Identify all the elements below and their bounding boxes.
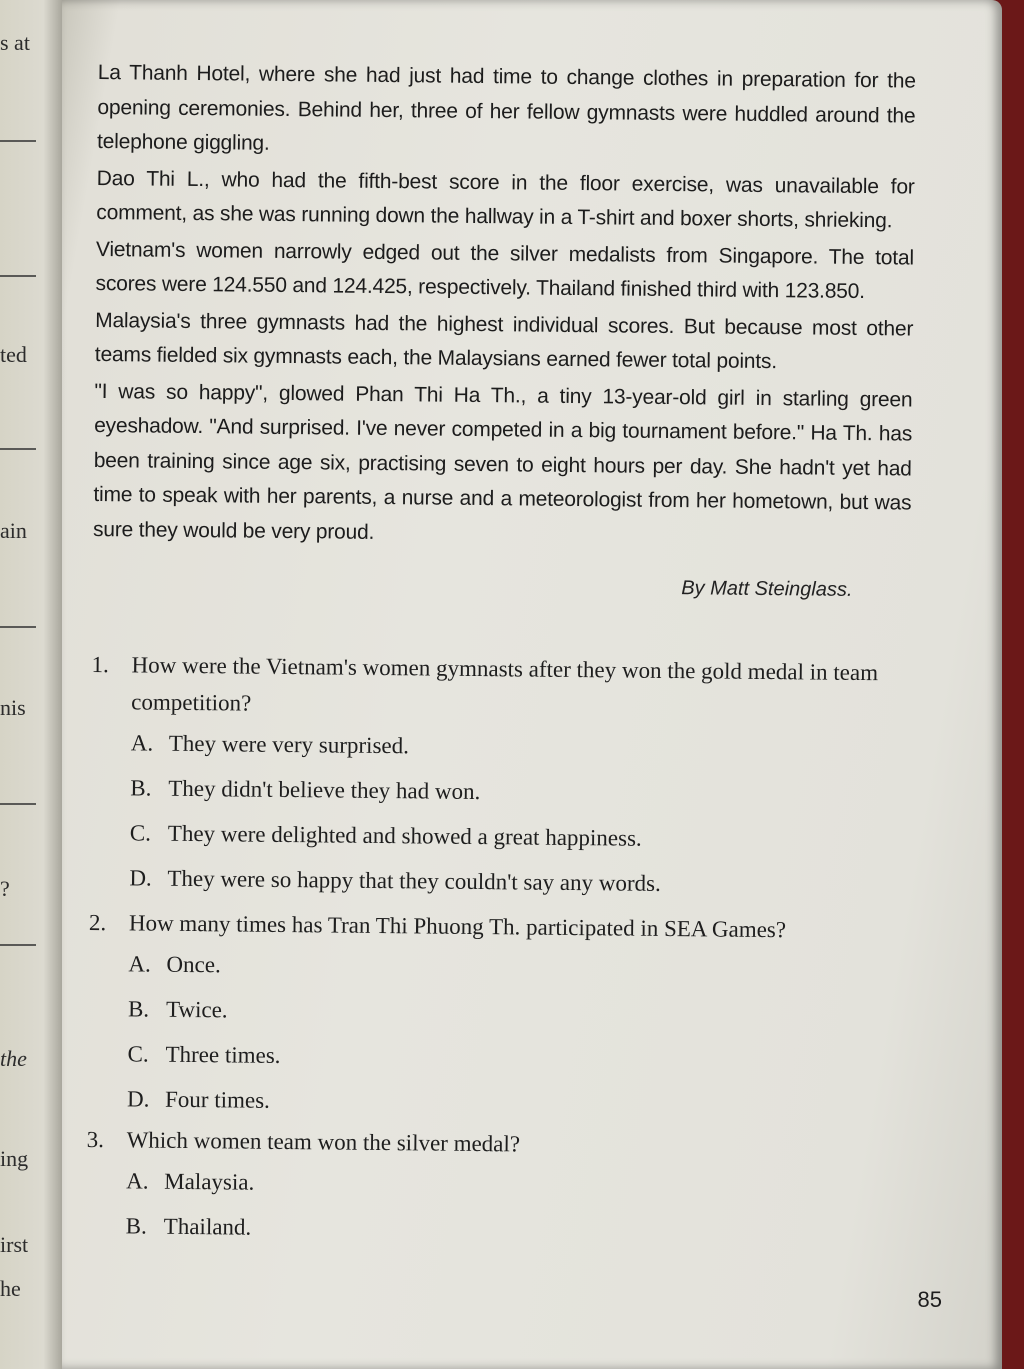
option-label: B. (125, 1213, 147, 1239)
margin-blank-line (0, 803, 36, 805)
option-text: Three times. (165, 1041, 281, 1068)
answer-option (89, 855, 907, 909)
option-text: Malaysia. (164, 1168, 255, 1195)
option-text: They didn't believe they had won. (168, 775, 481, 805)
margin-fragment: nis (0, 695, 26, 720)
question-number: 1. (91, 651, 110, 678)
book-page (62, 0, 1002, 1369)
option-label: C. (127, 1041, 149, 1067)
option-text: Once. (166, 951, 221, 978)
passage-paragraph: Malaysia's three gymnasts had the highest individual scores. But because most other teams fielded six gymnasts each, the Malaysians earned fewer total points. (94, 308, 914, 374)
option-label: C. (129, 820, 152, 846)
question-text: How were the Vietnam's women gymnasts after they won the gold medal in team competition? (131, 652, 879, 716)
passage-paragraph: Vietnam's women narrowly edged out the silver medalists from Singapore. The total scores were 124.550 and 124.425, respectively. Thailand finished third with 123.850. (95, 237, 915, 304)
option-label: D. (129, 865, 152, 891)
question-list (86, 646, 910, 1257)
author-byline: By Matt Steinglass. (681, 577, 853, 601)
passage-paragraph: La Thanh Hotel, where she had just had time to change clothes in preparation for the opening ceremonies. Behind her, three of her fellow gymnasts were huddled around the telephone giggling. (96, 60, 916, 155)
passage-paragraph: "I was so happy", glowed Phan Thi Ha Th., a tiny 13-year-old girl in starling green eyeshadow. "And surprised. I've never competed in a big tournament before." Ha Th. has been training since age six, practising seven to eight hours per day. She hadn't yet had time to speak with her parents, a nurse and a meteorologist from her hometown, but was sure they would be very proud. (92, 379, 913, 544)
margin-fragment: ing (0, 1146, 29, 1171)
margin-blank-line (0, 448, 36, 450)
answer-option (86, 1203, 904, 1257)
option-label: B. (127, 996, 150, 1022)
option-text: Thailand. (163, 1213, 252, 1240)
question-block (89, 646, 910, 909)
question-text: How many times has Tran Thi Phuong Th. participated in SEA Games? (128, 910, 787, 943)
option-text: They were so happy that they couldn't say any words. (167, 865, 661, 896)
option-text: Twice. (165, 996, 228, 1023)
option-text: Four times. (164, 1086, 270, 1113)
margin-fragment: ted (0, 342, 27, 367)
question-number: 3. (86, 1126, 105, 1153)
margin-fragment: ? (0, 876, 10, 901)
margin-fragment: the (0, 1046, 27, 1071)
margin-blank-line (0, 944, 36, 946)
option-label: A. (130, 730, 154, 756)
option-label: A. (126, 1168, 149, 1194)
option-label: D. (126, 1086, 150, 1112)
margin-blank-line (0, 626, 36, 628)
passage-paragraph: Dao Thi L., who had the fifth-best score in the floor exercise, was unavailable for comment, as she was running down the hallway in a T-shirt and boxer shorts, shrieking. (96, 166, 915, 233)
margin-blank-line (0, 275, 36, 277)
margin-fragment: ain (0, 518, 27, 543)
question-text: Which women team won the silver medal? (126, 1127, 521, 1157)
page-content (86, 56, 916, 1257)
margin-fragment: s at (0, 30, 30, 55)
question-number: 2. (88, 909, 107, 936)
margin-blank-line (0, 140, 36, 142)
reading-passage (92, 56, 916, 603)
question-block (86, 1121, 905, 1257)
question-block (87, 904, 907, 1130)
question-stem (91, 646, 910, 729)
margin-fragment: irst (0, 1232, 29, 1257)
facing-page-edge (0, 0, 62, 1369)
option-text: They were very surprised. (168, 730, 410, 759)
page-number: 85 (917, 1287, 942, 1312)
option-label: A. (128, 951, 151, 977)
margin-fragment: he (0, 1276, 21, 1301)
option-label: B. (130, 775, 152, 801)
option-text: They were delighted and showed a great happiness. (167, 820, 642, 851)
